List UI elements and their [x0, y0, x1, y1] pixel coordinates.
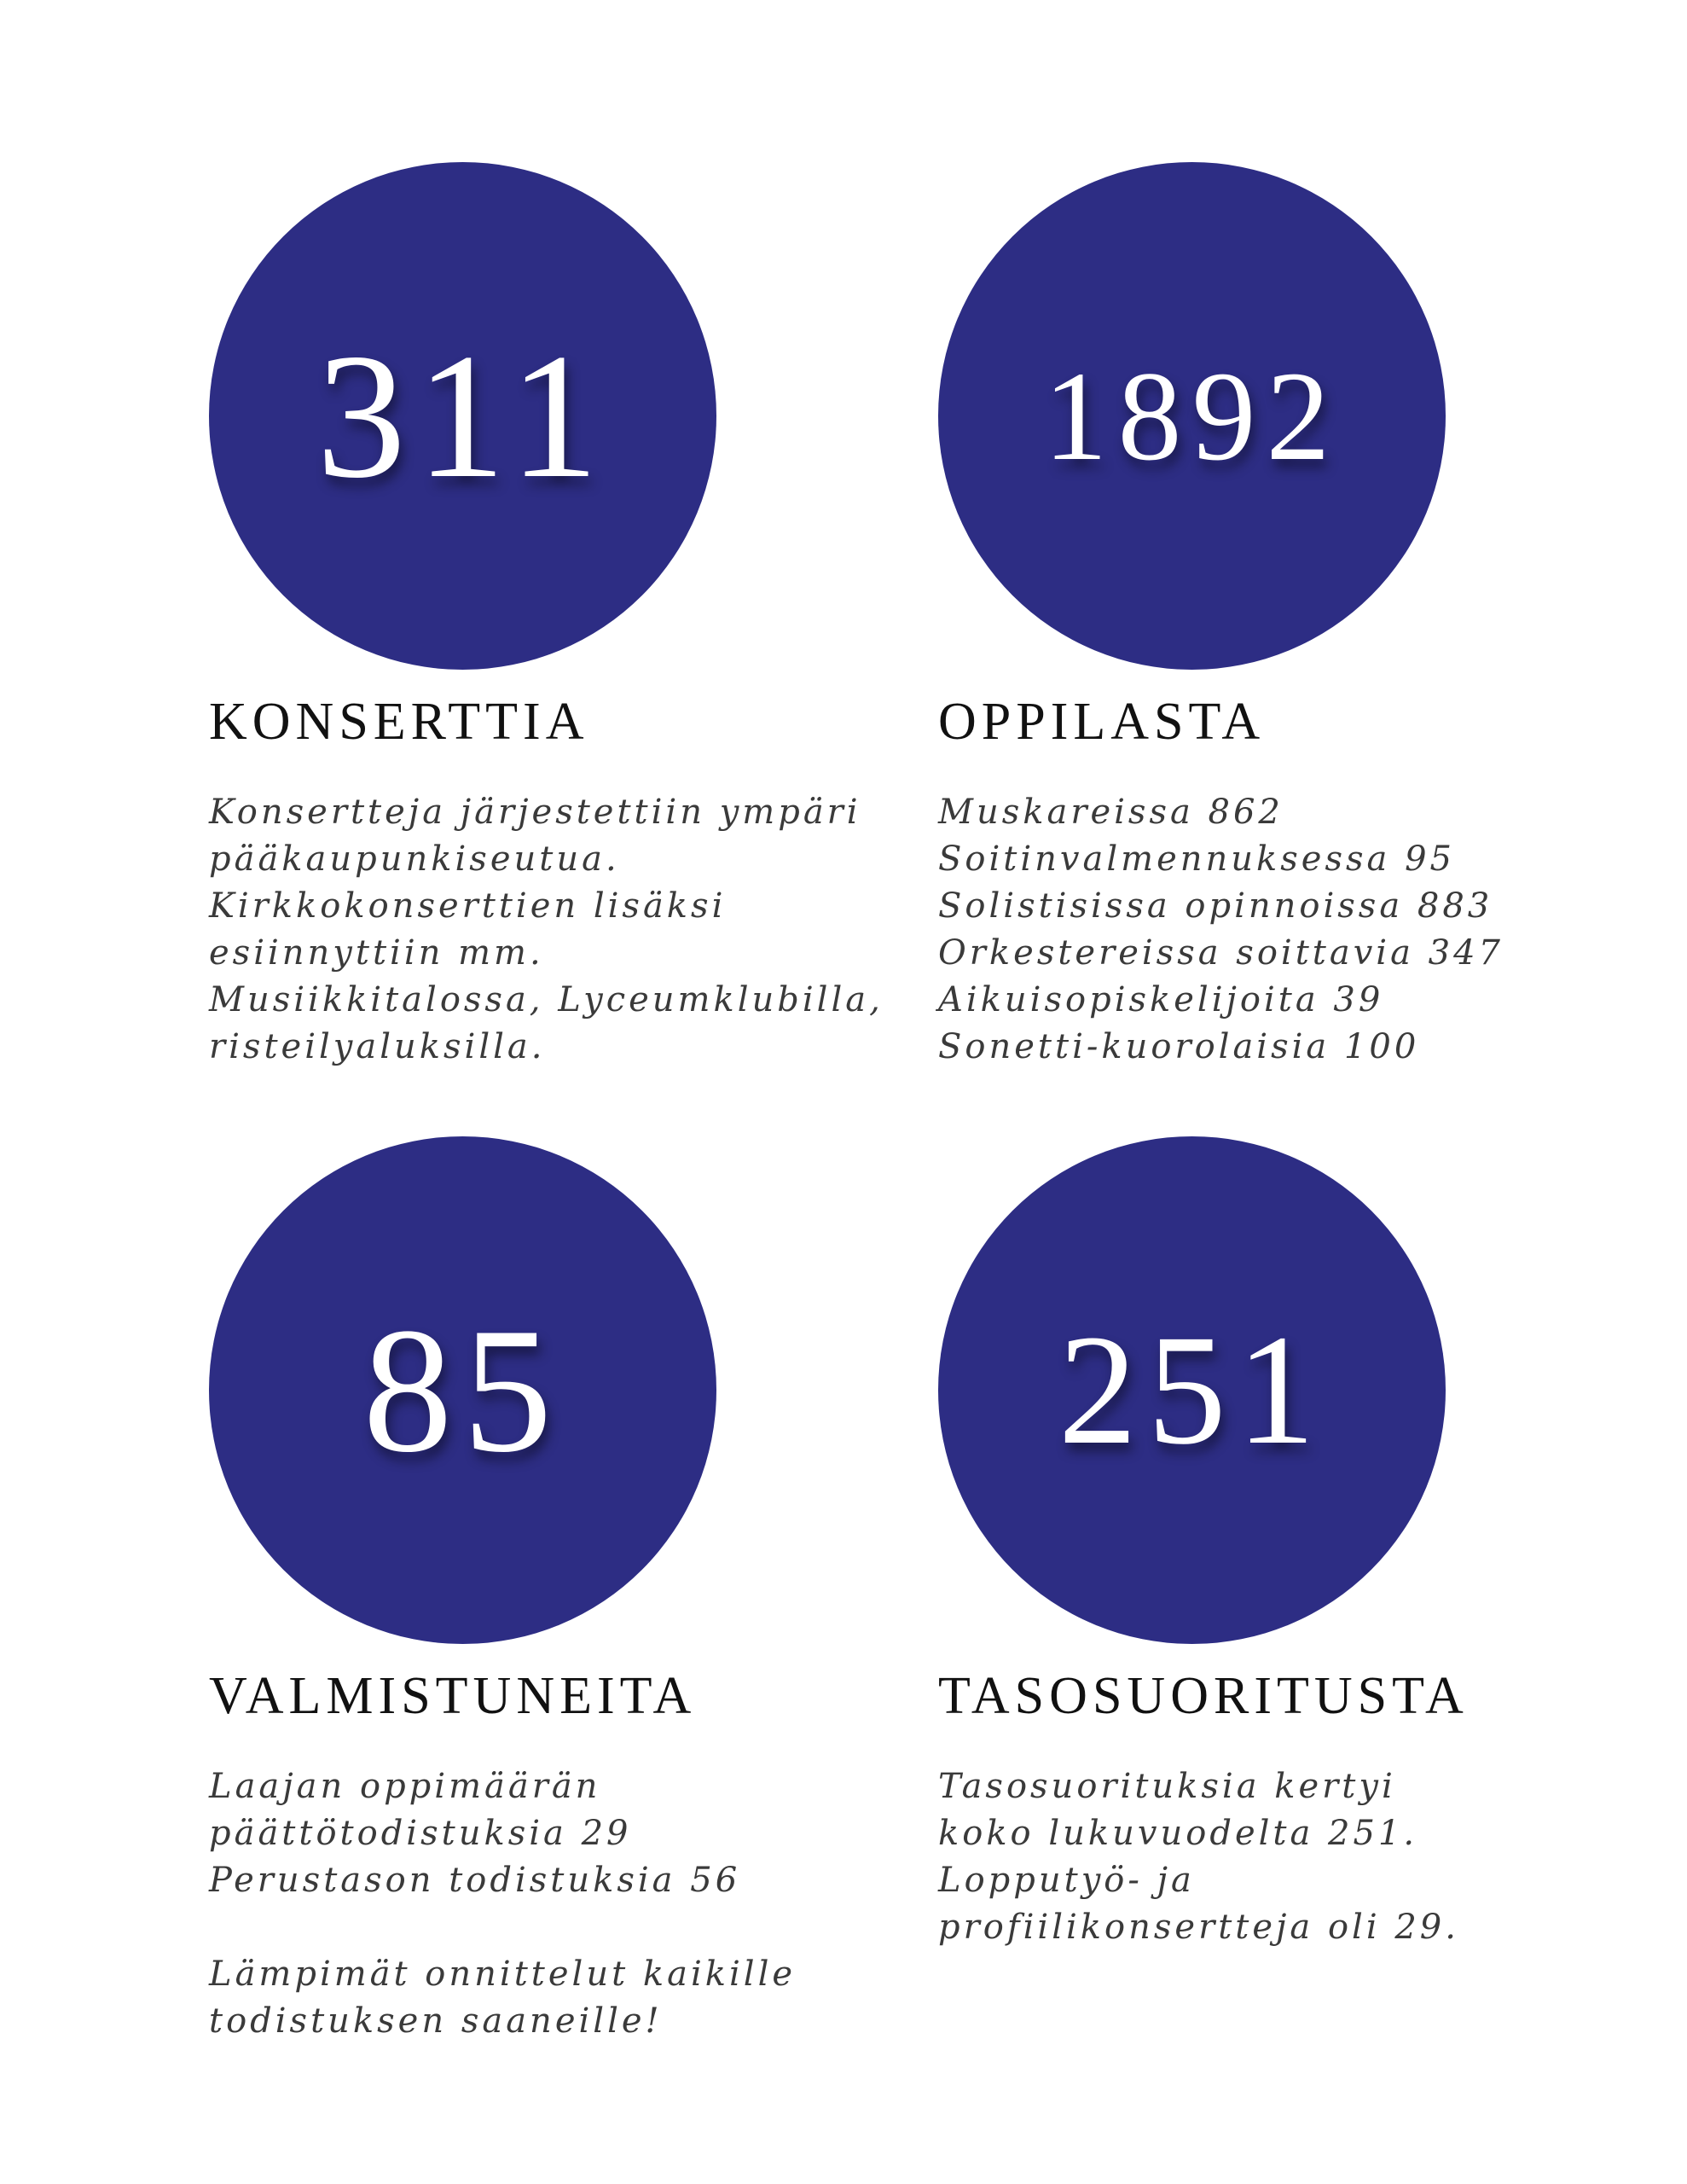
stat-number: 251 [1058, 1303, 1326, 1478]
stat-number: 85 [362, 1291, 563, 1490]
stat-heading: KONSERTTIA [209, 693, 589, 751]
stat-heading: TASOSUORITUSTA [938, 1667, 1469, 1725]
stat-heading: OPPILASTA [938, 693, 1266, 751]
stat-description: Laajan oppimäärän päättötodistuksia 29 Perustason todistuksia 56 Lämpimät onnittelut kaikille todistuksen saaneille! [209, 1767, 797, 2041]
stat-circle [209, 162, 716, 670]
stat-description: Muskareissa 862 Soitinvalmennuksessa 95 Solistisissa opinnoissa 883 Orkestereissa soittavia 347 Aikuisopiskelijoita 39 Sonetti-kuorolaisia 100 [938, 793, 1504, 1066]
stat-heading: VALMISTUNEITA [209, 1667, 697, 1725]
stat-circle [938, 162, 1446, 670]
stat-circle [938, 1136, 1446, 1644]
stat-description: Konsertteja järjestettiin ympäri pääkaupunkiseutua. Kirkkokonserttien lisäksi esiinnyttiin mm. Musiikkitalossa, Lyceumklubilla, risteilyaluksilla. [209, 793, 884, 1066]
stat-circle [209, 1136, 716, 1644]
stat-description: Tasosuorituksia kertyi koko lukuvuodelta 251. Lopputyö- ja profiilikonsertteja oli 29. [938, 1767, 1459, 1947]
stat-number: 1892 [1043, 345, 1341, 487]
stat-number: 311 [316, 317, 610, 515]
